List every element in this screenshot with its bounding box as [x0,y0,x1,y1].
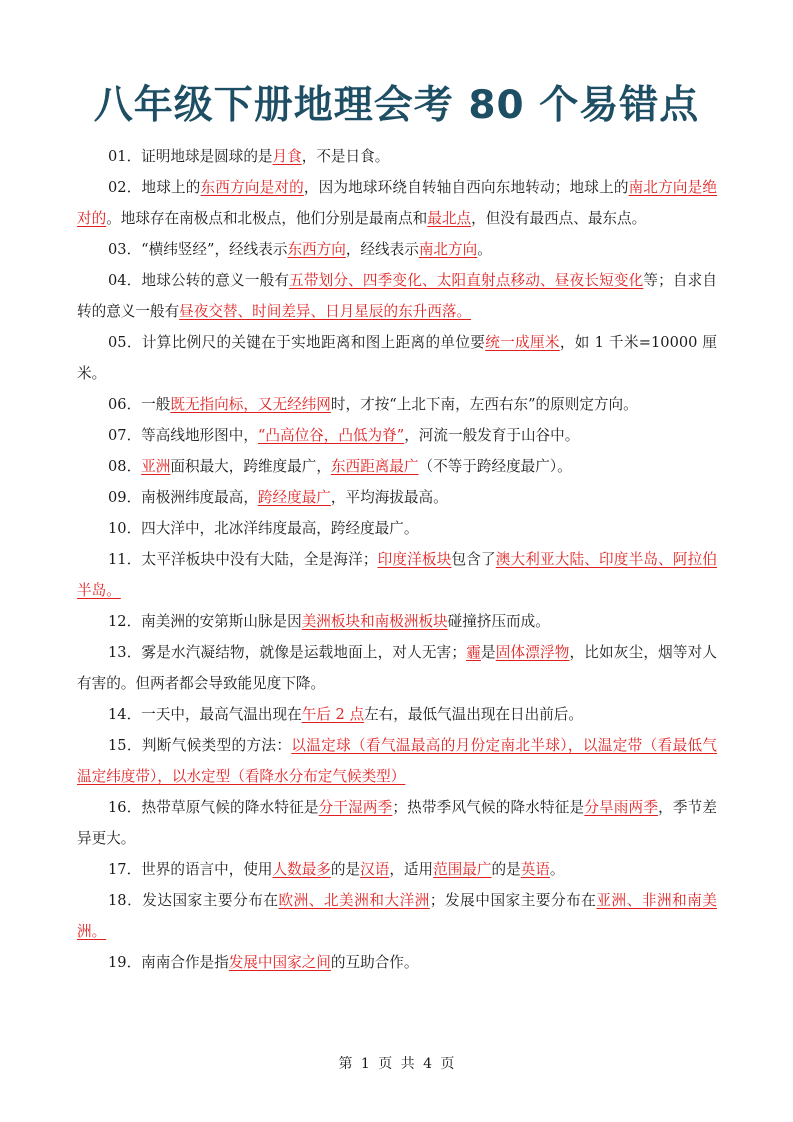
key-phrase-highlight: 发展中国家之间 [228,954,331,971]
error-point-item [77,327,717,389]
key-phrase-highlight: 英语 [520,861,550,878]
item-text: 15．判断气候类型的方法： [108,737,292,754]
error-point-item [77,606,717,637]
key-phrase-highlight: 南北方向是绝对的 [77,179,717,227]
key-phrase-highlight: 南北方向 [418,241,478,258]
key-phrase-highlight: 分旱雨两季 [584,799,659,816]
key-phrase-highlight: 东西方向 [287,241,346,258]
key-phrase-highlight: 印度洋板块 [377,551,452,568]
key-phrase-highlight: 东西方向是对的 [200,179,304,196]
error-point-item [77,482,717,513]
key-phrase-highlight: 澳大利亚大陆、印度半岛、阿拉伯半岛。 [77,551,717,599]
error-point-item [77,513,717,544]
item-text: 18．发达国家主要分布在 [108,892,279,909]
error-point-item [77,265,717,327]
item-text: ，平均海拔最高。 [330,489,448,506]
item-text: 06．一般 [108,396,171,413]
error-point-item [77,792,717,854]
item-text: 。 [549,861,565,878]
key-phrase-highlight: 霾 [466,644,481,661]
item-text: 04．地球公转的意义一般有 [108,272,290,289]
key-phrase-highlight: 以温定球（看气温最高的月份定南北半球），以温定带（看最低气温定纬度带），以水定型（看降水分布定气候类型） [77,737,717,785]
error-point-item [77,730,717,792]
item-text: ；发展中国家主要分布在 [429,892,597,909]
error-point-item [77,420,717,451]
error-point-item [77,885,717,947]
document-title: 八年级下册地理会考 80 个易错点 [93,83,700,128]
key-phrase-highlight: 范围最广 [433,861,492,878]
item-text: 等；自求自转的意义一般有 [77,272,717,320]
item-text: ，适用 [389,861,434,878]
key-phrase-highlight: 分干湿两季 [318,799,393,816]
item-text: ，季节差异更大。 [77,799,717,847]
item-text: 02．地球上的 [108,179,201,196]
item-text: 的是 [491,861,521,878]
item-text: ；热带季风气候的降水特征是 [392,799,585,816]
key-phrase-highlight: 统一成厘米 [485,334,560,351]
key-phrase-highlight: 欧洲、北美洲和大洋洲 [278,892,430,909]
error-points-list [77,141,717,978]
item-text: 左右，最低气温出现在日出前后。 [364,706,583,723]
item-text: ，因为地球环绕自转轴自西向东地转动；地球上的 [303,179,629,196]
key-phrase-highlight: 最北点 [427,210,472,227]
item-text: 09．南极洲纬度最高， [108,489,258,506]
item-text: 碰撞挤压而成。 [447,613,550,630]
error-point-item [77,451,717,482]
item-text: 10．四大洋中，北冰洋纬度最高，跨经度最广。 [108,520,419,537]
item-text: 08． [108,458,142,475]
item-text: （不等于跨经度最广）。 [418,458,572,475]
key-phrase-highlight: “凸高位谷，凸低为脊” [257,427,405,444]
error-point-item [77,172,717,234]
item-text: 是 [480,644,496,661]
key-phrase-highlight: 东西距离最广 [330,458,419,475]
item-text: 05．计算比例尺的关键在于实地距离和图上距离的单位要 [108,334,486,351]
key-phrase-highlight: 月食 [272,148,302,165]
item-text: 17．世界的语言中，使用 [108,861,273,878]
error-point-item [77,544,717,606]
page-footer: 第 1 页 共 4 页 [338,1056,455,1072]
item-text: 13．雾是水汽凝结物，就像是运载地面上，对人无害； [108,644,467,661]
error-point-item [77,854,717,885]
item-text: 的是 [330,861,361,878]
item-text: 12．南美洲的安第斯山脉是因 [108,613,302,630]
item-text: 包含了 [451,551,496,568]
item-text: ，经线表示 [345,241,419,258]
key-phrase-highlight: 汉语 [360,861,390,878]
key-phrase-highlight: 美洲板块和南极洲板块 [301,613,448,630]
item-text: ，河流一般发育于山谷中。 [404,427,580,444]
item-text: 14．一天中，最高气温出现在 [108,706,302,723]
error-point-item [77,389,717,420]
error-point-item [77,637,717,699]
error-point-item [77,141,717,172]
key-phrase-highlight: 午后 2 点 [301,706,365,723]
item-text: ，比如灰尘，烟等对人有害的。但两者都会导致能见度下降。 [77,644,717,692]
item-text: 。地球存在南极点和北极点，他们分别是最南点和 [106,210,428,227]
item-text: ，但没有最西点、最东点。 [471,210,647,227]
key-phrase-highlight: 昼夜交替、时间差异、日月星辰的东升西落。 [179,303,472,320]
item-text: 。 [477,241,492,258]
item-text: 面积最大，跨维度最广， [170,458,331,475]
item-text: 16．热带草原气候的降水特征是 [108,799,319,816]
item-text: 19．南南合作是指 [108,954,229,971]
key-phrase-highlight: 既无指向标，又无经纬网 [170,396,331,413]
key-phrase-highlight: 亚洲、非洲和南美洲。 [77,892,717,940]
error-point-item [77,699,717,730]
item-text: 时，才按“上北下南，左西右东”的原则定方向。 [330,396,638,413]
key-phrase-highlight: 五带划分、四季变化、太阳直射点移动、昼夜长短变化 [289,272,644,289]
key-phrase-highlight: 固体漂浮物 [495,644,570,661]
error-point-item [77,234,717,265]
item-text: ，不是日食。 [301,148,390,165]
item-text: 11．太平洋板块中没有大陆，全是海洋； [108,551,378,568]
key-phrase-highlight: 跨经度最广 [257,489,331,506]
error-point-item [77,947,717,978]
key-phrase-highlight: 亚洲 [141,458,171,475]
key-phrase-highlight: 人数最多 [272,861,331,878]
item-text: 03．“横纬竖经”，经线表示 [108,241,288,258]
item-text: 01．证明地球是圆球的是 [108,148,273,165]
item-text: ，如 1 千米=10000 厘米。 [77,334,717,382]
item-text: 07．等高线地形图中， [108,427,258,444]
item-text: 的互助合作。 [330,954,419,971]
